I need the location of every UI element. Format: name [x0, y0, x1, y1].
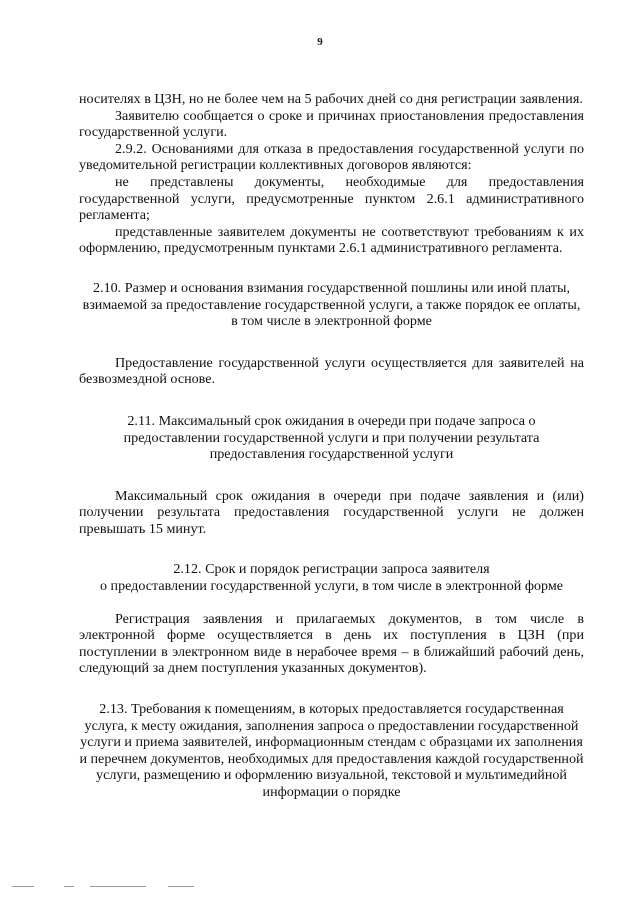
scan-mark	[12, 886, 34, 887]
paragraph-continuation: носителях в ЦЗН, но не более чем на 5 рабочих дней со дня регистрации заявления.	[79, 91, 583, 107]
section-heading-2-12-line-2: о предоставлении государственной услуги, в том числе в электронной форме	[99, 578, 564, 595]
section-heading-2-11: 2.11. Максимальный срок ожидания в очереди при подаче запроса о предоставлении государственной услуги и при получении результата предоставления государственной услуги	[123, 412, 540, 463]
paragraph-waiting-time: Максимальный срок ожидания в очереди при подаче заявления и (или) получении результата предоставления государственной услуги не должен превышать 15 минут.	[79, 487, 584, 537]
section-heading-2-13: 2.13. Требования к помещениям, в которых предоставляется государственная услуга, к месту ожидания, заполнения запроса о предоставлении государственной услуги и приема заявителей, информационным стендам с образцами их заполнения и перечнем документов, необходимых для предоставления каждой государственной услуги, размещению и оформлению визуальной, текстовой и мультимедийной информации о порядке	[79, 701, 584, 800]
paragraph-refusal-ground-1: не представлены документы, необходимые для предоставления государственной услуги, предусмотренные пунктом 2.6.1 административного регламента;	[79, 173, 584, 224]
paragraph-notification: Заявителю сообщается о сроке и причинах приостановления предоставления государственной услуги.	[79, 107, 584, 141]
paragraph-free-of-charge: Предоставление государственной услуги осуществляется для заявителей на безвозмездной основе.	[79, 354, 584, 388]
paragraph-registration: Регистрация заявления и прилагаемых документов, в том числе в электронной форме осуществляется в день их поступления в ЦЗН (при поступлении в электронном виде в нерабочее время – в ближайший рабочий день, следующий за днем поступления указанных документов).	[79, 610, 584, 677]
paragraph-refusal-ground-2: представленные заявителем документы не соответствуют требованиям к их оформлению, предусмотренным пунктами 2.6.1 административного регламента.	[79, 223, 584, 257]
document-body	[79, 91, 584, 801]
paragraph-2-9-2: 2.9.2. Основаниями для отказа в предоставления государственной услуги по уведомительной регистрации коллективных договоров являются:	[79, 140, 584, 174]
section-heading-2-10: 2.10. Размер и основания взимания государственной пошлины или иной платы, взимаемой за предоставление государственной услуги, а также порядок ее оплаты, в том числе в электронной форме	[82, 279, 581, 330]
scan-mark	[64, 886, 74, 887]
scan-footer-marks	[0, 886, 640, 892]
scan-mark	[168, 886, 194, 887]
page-number: 9	[317, 36, 323, 48]
scan-mark	[90, 886, 146, 887]
section-heading-2-12-line-1: 2.12. Срок и порядок регистрации запроса заявителя	[173, 561, 490, 578]
